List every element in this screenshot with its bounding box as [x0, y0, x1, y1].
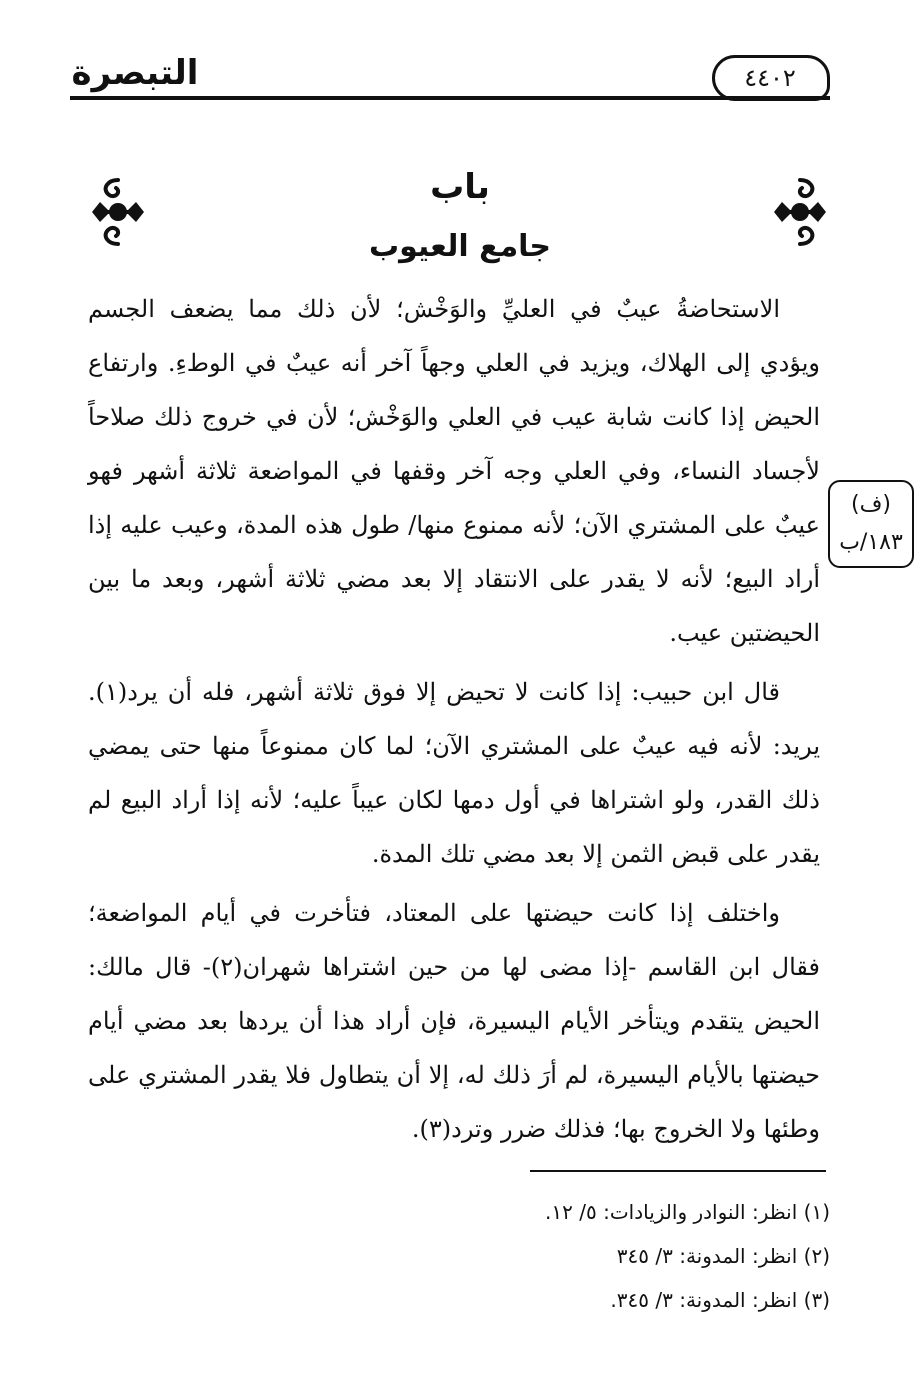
- folio-note-source: (ف): [851, 492, 891, 517]
- book-title-logo: التبصرة: [71, 53, 199, 93]
- paragraph-text: الاستحاضةُ عيبٌ في العليِّ والوَخْش؛ لأن ذلك مما يضعف الجسم ويؤدي إلى الهلاك، ويزيد في العلي وجهاً آخر أنه عيبٌ في الوطءِ. وارتفاع الحيض إذا كانت شابة عيب في العلي والوَخْش؛ لأن في خروج ذلك صلاحاً لأجساد النساء، وفي العلي وجه آخر وقفها في المواضعة ثلاثة أشهر فهو عيبٌ على المشتري الآن؛ لأنه ممنوع منها/ طول هذه المدة، وعيب عليه إذا أراد البيع؛ لأنه لا يقدر على الانتقاد إلا بعد مضي ثلاثة أشهر، وبعد ما بين الحيضتين عيب.: [88, 295, 820, 647]
- floral-ornament-icon: [88, 172, 148, 252]
- chapter-label: باب: [430, 167, 490, 207]
- body-paragraph: [88, 282, 820, 660]
- chapter-title: جامع العيوب: [368, 229, 552, 264]
- page-number: ٤٤٠٢: [744, 64, 796, 92]
- manuscript-folio-note: [828, 480, 914, 568]
- footnote-divider: [530, 1170, 826, 1172]
- body-paragraph: [88, 665, 820, 881]
- paragraph-text: قال ابن حبيب: إذا كانت لا تحيض إلا فوق ثلاثة أشهر، فله أن يرد(١). يريد: لأنه فيه عيبٌ على المشتري الآن؛ لما كان ممنوعاً منها حتى يمضي ذلك القدر، ولو اشتراها في أول دمها لكان عيباً عليه؛ لأنه إذا أراد البيع لم يقدر على قبض الثمن إلا بعد مضي تلك المدة.: [88, 678, 820, 868]
- footnote: (١) انظر: النوادر والزيادات: ٥/ ١٢.: [545, 1200, 830, 1224]
- body-paragraph: [88, 886, 820, 1156]
- header-rule: [70, 96, 830, 100]
- footnote: (٣) انظر: المدونة: ٣/ ٣٤٥.: [610, 1288, 830, 1312]
- footnote: (٢) انظر: المدونة: ٣/ ٣٤٥: [616, 1244, 830, 1268]
- paragraph-text: واختلف إذا كانت حيضتها على المعتاد، فتأخرت في أيام المواضعة؛ فقال ابن القاسم -إذا مضى لها من حين اشتراها شهران(٢)- قال مالك: الحيض يتقدم ويتأخر الأيام اليسيرة، فإن أراد هذا أن يردها بعد مضي أيام حيضتها بالأيام اليسيرة، لم أرَ ذلك له، إلا أن يتطاول فلا يقدر المشتري على وطئها ولا الخروج بها؛ فذلك ضرر وترد(٣).: [88, 899, 820, 1143]
- floral-ornament-icon: [770, 172, 830, 252]
- folio-note-number: ١٨٣/ب: [839, 530, 903, 555]
